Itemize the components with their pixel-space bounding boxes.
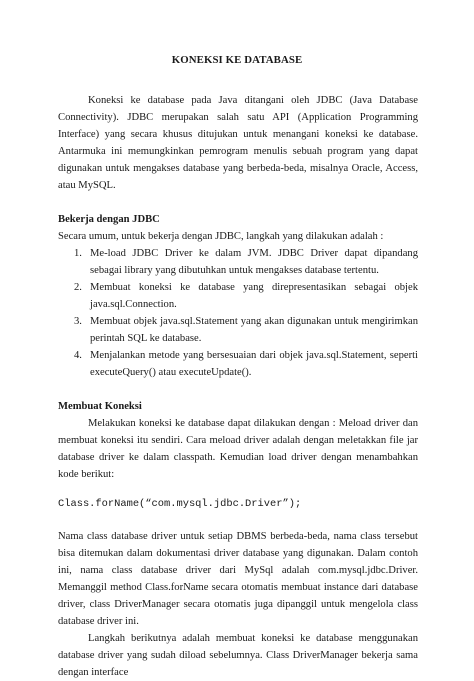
list-item <box>74 313 418 347</box>
code-snippet: Class.forName(“com.mysql.jdbc.Driver”); <box>58 498 302 510</box>
document-body <box>58 92 418 681</box>
list-number: 4. <box>74 350 82 361</box>
page-title: KONEKSI KE DATABASE <box>171 54 303 66</box>
list-item-text: Membuat koneksi ke database yang direpresentasikan sebagai objek java.sql.Connection. <box>90 282 418 310</box>
list-item <box>74 279 418 313</box>
intro-paragraph: Koneksi ke database pada Java ditangani oleh JDBC (Java Database Connectivity). JDBC merupakan salah satu API (Application Programming Interface) yang secara khusus ditujukan untuk menangani koneksi ke database. Antarmuka ini memungkinkan pemrogram menulis sebuah program yang dapat digunakan untuk mengakses database yang berbeda-beda, misalnya Oracle, Access, atau MySQL. <box>58 95 418 191</box>
koneksi-paragraph-2: Nama class database driver untuk setiap DBMS berbeda-beda, nama class tersebut bisa ditemukan dalam dokumentasi driver database yang digunakan. Dalam contoh ini, nama class database driver dari MySql adalah com.mysql.jdbc.Driver. Memanggil method Class.forName secara otomatis membuat instance dari database driver, class DriverManager secara otomatis juga dipanggil untuk mengelola class database driver ini. <box>58 531 418 627</box>
list-number: 3. <box>74 316 82 327</box>
section-heading-koneksi: Membuat Koneksi <box>58 401 142 412</box>
section-lead: Secara umum, untuk bekerja dengan JDBC, langkah yang dilakukan adalah : <box>58 231 384 242</box>
list-number: 1. <box>74 248 82 259</box>
list-number: 2. <box>74 282 82 293</box>
spacer <box>58 513 418 528</box>
spacer <box>58 483 418 496</box>
spacer <box>58 194 418 211</box>
koneksi-paragraph-1: Melakukan koneksi ke database dapat dilakukan dengan : Meload driver dan membuat koneksi itu sendiri. Cara meload driver adalah dengan meletakkan file jar database driver ke dalam classpath. Kemudian load driver dengan menambahkan kode berikut: <box>58 418 418 480</box>
list-item-text: Membuat objek java.sql.Statement yang akan digunakan untuk mengirimkan perintah SQL ke database. <box>90 316 418 344</box>
koneksi-paragraph-3: Langkah berikutnya adalah membuat koneksi ke database menggunakan database driver yang sudah diload sebelumnya. Class DriverManager bekerja sama dengan interface <box>58 633 418 678</box>
spacer <box>58 381 418 398</box>
section-heading-jdbc: Bekerja dengan JDBC <box>58 214 160 225</box>
list-item-text: Me-load JDBC Driver ke dalam JVM. JDBC Driver dapat dipandang sebagai library yang dibutuhkan untuk mengakses database tertentu. <box>90 248 418 276</box>
steps-list <box>58 245 418 381</box>
list-item <box>74 347 418 381</box>
list-item <box>74 245 418 279</box>
list-item-text: Menjalankan metode yang bersesuaian dari objek java.sql.Statement, seperti executeQuery() atau executeUpdate(). <box>90 350 418 378</box>
